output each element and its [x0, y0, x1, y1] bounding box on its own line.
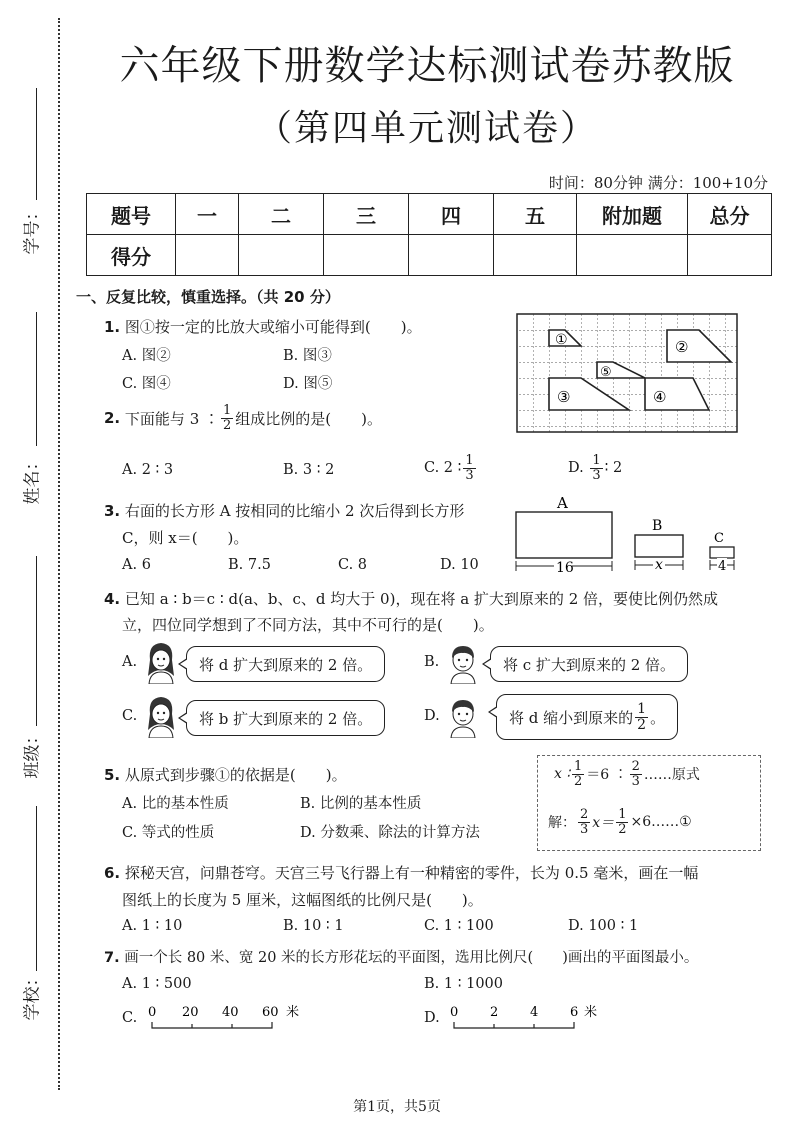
q2-option-b[interactable]: B. 3 ∶ 2: [283, 462, 335, 478]
question-number: 7.: [104, 950, 120, 966]
fold-line: [58, 18, 60, 1090]
fraction: $\frac{1}{2}$: [223, 403, 232, 433]
student-id-line: [36, 88, 37, 200]
scale-tick-label: 4: [530, 1005, 539, 1020]
q7-option-a[interactable]: A. 1 ∶ 500: [122, 976, 192, 992]
time-info: 时间：80分钟 满分：100+10分: [548, 174, 768, 192]
question-number: 1.: [104, 318, 121, 336]
rect-c-label: C: [714, 531, 724, 546]
page-title: 六年级下册数学达标测试卷苏教版: [119, 43, 735, 89]
header-cell: 附加题: [577, 194, 688, 235]
q3-option-d[interactable]: D. 10: [440, 557, 479, 573]
shape-label-5: ⑤: [600, 365, 612, 380]
q3-option-b[interactable]: B. 7.5: [228, 557, 271, 573]
question-6: [104, 862, 698, 883]
header-cell: 三: [324, 194, 409, 235]
score-table-score-row: [87, 235, 772, 276]
score-table-header-row: [87, 194, 772, 235]
girl-avatar-icon: [144, 694, 178, 738]
scale-tick-label: 0: [148, 1005, 157, 1020]
score-cell[interactable]: [494, 235, 577, 276]
question-1: [104, 316, 422, 337]
fraction: $\frac{1}{3}$: [465, 453, 474, 483]
fraction: $\frac{1}{2}$: [618, 807, 627, 837]
q4-option-b-bubble[interactable]: 将 c 扩大到原来的 2 倍。: [490, 646, 688, 682]
q4-option-d-label[interactable]: D.: [424, 708, 440, 724]
q1-grid-figure: [515, 312, 739, 434]
score-cell[interactable]: [324, 235, 409, 276]
shape-label-2: ②: [675, 338, 689, 356]
score-cell[interactable]: [688, 235, 772, 276]
q4-option-b-label[interactable]: B.: [424, 654, 440, 670]
q4-option-d-bubble[interactable]: 将 d 缩小到原来的 $\frac{1}{2}$ 。: [496, 694, 678, 740]
q4-option-a-bubble[interactable]: 将 d 扩大到原来的 2 倍。: [186, 646, 385, 682]
question-7: [104, 946, 698, 967]
header-cell: 四: [409, 194, 494, 235]
q1-option-c[interactable]: C. 图④: [122, 376, 171, 392]
score-table: [86, 193, 772, 276]
score-row-label: 得分: [87, 235, 176, 276]
q6-option-d[interactable]: D. 100 ∶ 1: [568, 918, 639, 934]
scale-tick-label: 0: [450, 1005, 459, 1020]
question-4: [104, 588, 718, 609]
dim-c: 4: [718, 559, 727, 574]
question-number: 2.: [104, 409, 121, 428]
q4-option-c-label[interactable]: C.: [122, 708, 138, 724]
q7-scale-bar-d: [444, 1000, 614, 1036]
fraction: $\frac{1}{3}$: [592, 453, 601, 483]
scale-tick-label: 20: [182, 1005, 199, 1020]
boy-avatar-icon: [446, 694, 480, 738]
q1-option-d[interactable]: D. 图⑤: [283, 376, 333, 392]
q2-option-c[interactable]: C. 2 ∶ $\frac{1}{3}$: [424, 453, 474, 483]
question-3-line-2: C，则 x＝( )。: [122, 529, 249, 547]
question-number: 6.: [104, 864, 121, 882]
fraction: $\frac{1}{2}$: [637, 700, 647, 733]
class-label: 班级：: [22, 727, 43, 779]
dim-a: 16: [556, 560, 574, 576]
fraction: $\frac{1}{2}$: [574, 759, 583, 789]
question-text: 从原式到步骤①的依据是( )。: [124, 766, 347, 784]
rect-b: [635, 535, 683, 557]
q3-rectangles-figure: [510, 490, 745, 578]
rect-a-label: A: [557, 494, 568, 512]
q6-option-b[interactable]: B. 10 ∶ 1: [283, 918, 344, 934]
header-cell: 题号: [87, 194, 176, 235]
page-subtitle: （第四单元测试卷）: [255, 108, 598, 149]
question-number: 3.: [104, 502, 121, 520]
rect-c: [710, 547, 734, 558]
shape-label-4: ④: [653, 388, 667, 406]
header-cell: 总分: [688, 194, 772, 235]
equation-step-1: 解： $\frac{2}{3}$ x＝ $\frac{1}{2}$ ×6……①: [548, 807, 692, 837]
school-line: [36, 806, 37, 971]
question-text: 探秘天宫，问鼎苍穹。天宫三号飞行器上有一种精密的零件，长为 0.5 毫米，画在一幅: [124, 864, 699, 882]
q3-option-a[interactable]: A. 6: [122, 557, 151, 573]
header-cell: 五: [494, 194, 577, 235]
page-footer: 第1页，共5页: [353, 1099, 441, 1115]
scale-tick-label: 60: [262, 1005, 279, 1020]
school-label: 学校：: [22, 969, 43, 1021]
q1-option-b[interactable]: B. 图③: [283, 348, 332, 364]
q6-option-a[interactable]: A. 1 ∶ 10: [122, 918, 183, 934]
shape-label-3: ③: [557, 388, 571, 406]
scale-tick-label: 6: [570, 1005, 579, 1020]
q5-option-b[interactable]: B. 比例的基本性质: [300, 796, 422, 812]
q7-option-d-label[interactable]: D.: [424, 1010, 440, 1026]
header-cell: 二: [239, 194, 324, 235]
student-id-label: 学号：: [22, 203, 43, 255]
scale-line: [152, 1022, 272, 1028]
score-cell[interactable]: [176, 235, 239, 276]
scale-unit: 米: [584, 1005, 598, 1020]
name-label: 姓名：: [22, 453, 43, 505]
scale-unit: 米: [286, 1005, 300, 1020]
q7-option-b[interactable]: B. 1 ∶ 1000: [424, 976, 503, 992]
q5-option-d[interactable]: D. 分数乘、除法的计算方法: [300, 825, 480, 841]
fraction: $\frac{2}{3}$: [631, 759, 640, 789]
question-text: 右面的长方形 A 按相同的比缩小 2 次后得到长方形: [124, 502, 465, 520]
q7-scale-bar-c: [142, 1000, 312, 1036]
scale-tick-label: 2: [490, 1005, 499, 1020]
question-text: 图①按一定的比放大或缩小可能得到( )。: [124, 318, 422, 336]
score-cell[interactable]: [409, 235, 494, 276]
q1-option-a[interactable]: A. 图②: [122, 348, 171, 364]
scale-tick-label: 40: [222, 1005, 239, 1020]
q5-option-c[interactable]: C. 等式的性质: [122, 825, 215, 841]
question-3: [104, 500, 464, 521]
shape-label-1: ①: [555, 332, 568, 348]
rect-b-label: B: [652, 518, 663, 534]
q2-option-d[interactable]: D. $\frac{1}{3}$ ∶ 2: [568, 453, 623, 483]
class-line: [36, 556, 37, 726]
dim-b: x: [655, 557, 663, 573]
question-number: 4.: [104, 590, 121, 608]
q4-option-a-label[interactable]: A.: [122, 654, 138, 670]
q2-option-a[interactable]: A. 2 ∶ 3: [122, 462, 174, 478]
question-6-line-2: 图纸上的长度为 5 厘米，这幅图纸的比例尺是( )。: [122, 891, 483, 909]
question-text-after: 组成比例的是( )。: [235, 409, 383, 428]
fraction: $\frac{2}{3}$: [580, 807, 589, 837]
girl-avatar-icon: [144, 640, 178, 684]
question-number: 5.: [104, 766, 121, 784]
boy-avatar-icon: [446, 640, 480, 684]
question-5: [104, 764, 347, 785]
section-heading: 一、反复比较，慎重选择。（共 20 分）: [76, 288, 340, 306]
equation-original: x ∶ $\frac{1}{2}$ ＝6 ∶ $\frac{2}{3}$ ……原式: [554, 759, 700, 789]
rect-a: [516, 512, 612, 558]
header-cell: 一: [176, 194, 239, 235]
question-4-line-2: 立，四位同学想到了不同方法，其中不可行的是( )。: [122, 616, 494, 634]
scale-line: [454, 1022, 574, 1028]
question-text: 已知 a ∶ b＝c ∶ d(a、b、c、d 均大于 0)，现在将 a 扩大到原来的 2 倍，要使比例仍然成: [124, 590, 719, 608]
question-2: [104, 404, 382, 432]
q7-option-c-label[interactable]: C.: [122, 1010, 138, 1026]
q3-option-c[interactable]: C. 8: [338, 557, 368, 573]
score-cell[interactable]: [239, 235, 324, 276]
question-text: 画一个长 80 米、宽 20 米的长方形花坛的平面图，选用比例尺( )画出的平面图最小。: [124, 950, 699, 966]
q5-option-a[interactable]: A. 比的基本性质: [122, 796, 229, 812]
question-text-before: 下面能与 3 ∶: [124, 409, 220, 428]
q4-option-c-bubble[interactable]: 将 b 扩大到原来的 2 倍。: [186, 700, 385, 736]
name-line: [36, 312, 37, 446]
q6-option-c[interactable]: C. 1 ∶ 100: [424, 918, 494, 934]
score-cell[interactable]: [577, 235, 688, 276]
